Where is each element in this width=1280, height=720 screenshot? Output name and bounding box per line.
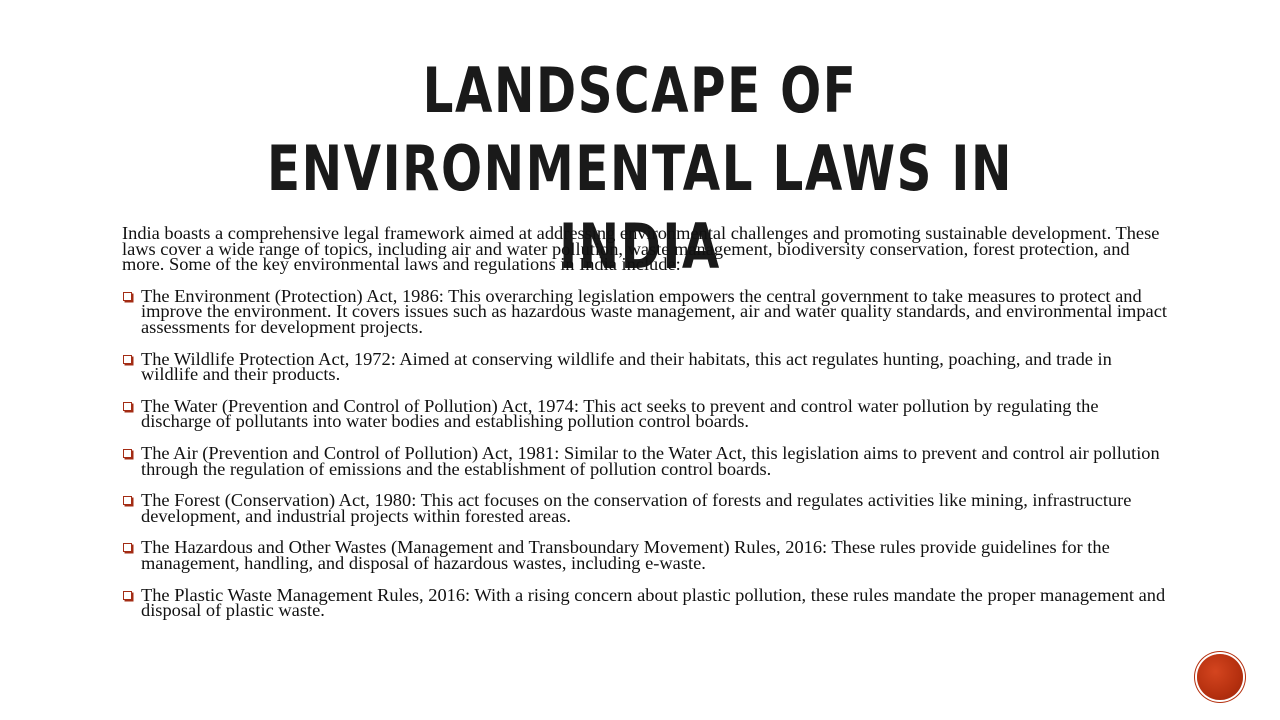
list-item xyxy=(122,348,1167,385)
list-item-text: The Water (Prevention and Control of Pollution) Act, 1974: This act seeks to prevent and control water pollution by regulating the discharge of pollutants into water bodies and establishing pollution control boards. xyxy=(141,395,1099,432)
slide-nav-circle-icon[interactable] xyxy=(1197,654,1243,700)
slide-body xyxy=(122,223,1167,635)
slide-title: LANDSCAPE OF ENVIRONMENTAL LAWS IN INDIA xyxy=(266,54,1013,283)
list-item-text: The Wildlife Protection Act, 1972: Aimed at conserving wildlife and their habitats, this act regulates hunting, poaching, and trade in wildlife and their products. xyxy=(141,348,1112,385)
square-bullet-icon xyxy=(123,402,132,411)
list-item-text: The Environment (Protection) Act, 1986: This overarching legislation empowers the central government to take measures to protect and improve the environment. It covers issues such as hazardous waste management, air and water quality standards, and environmental impact assessments for development projects. xyxy=(141,285,1167,337)
list-item-text: The Plastic Waste Management Rules, 2016: With a rising concern about plastic pollution, these rules mandate the proper management and disposal of plastic waste. xyxy=(141,584,1166,621)
intro-paragraph: India boasts a comprehensive legal framework aimed at addressing environmental challenges and promoting sustainable development. These laws cover a wide range of topics, including air and water pollution, waste management, biodiversity conservation, forest protection, and more. Some of the key environmental laws and regulations in India include: xyxy=(122,223,1160,275)
list-item xyxy=(122,537,1167,573)
list-item-text: The Forest (Conservation) Act, 1980: This act focuses on the conservation of forests and regulates activities like mining, infrastructure development, and industrial projects within forested areas. xyxy=(141,490,1132,526)
list-item xyxy=(122,584,1167,621)
list-item-text: The Hazardous and Other Wastes (Management and Transboundary Movement) Rules, 2016: These rules provide guidelines for the management, handling, and disposal of hazardous wastes, including e-waste. xyxy=(141,537,1110,573)
square-bullet-icon xyxy=(123,591,132,600)
square-bullet-icon xyxy=(123,449,132,458)
square-bullet-icon xyxy=(123,355,132,364)
list-item-text: The Air (Prevention and Control of Pollution) Act, 1981: Similar to the Water Act, this legislation aims to prevent and control air pollution through the regulation of emissions and the establishment of pollution control boards. xyxy=(141,442,1160,479)
laws-list xyxy=(122,285,1167,621)
list-item xyxy=(122,285,1167,337)
square-bullet-icon xyxy=(123,496,132,505)
list-item xyxy=(122,442,1167,479)
list-item xyxy=(122,490,1167,526)
square-bullet-icon xyxy=(123,292,132,301)
list-item xyxy=(122,395,1167,432)
square-bullet-icon xyxy=(123,543,132,552)
